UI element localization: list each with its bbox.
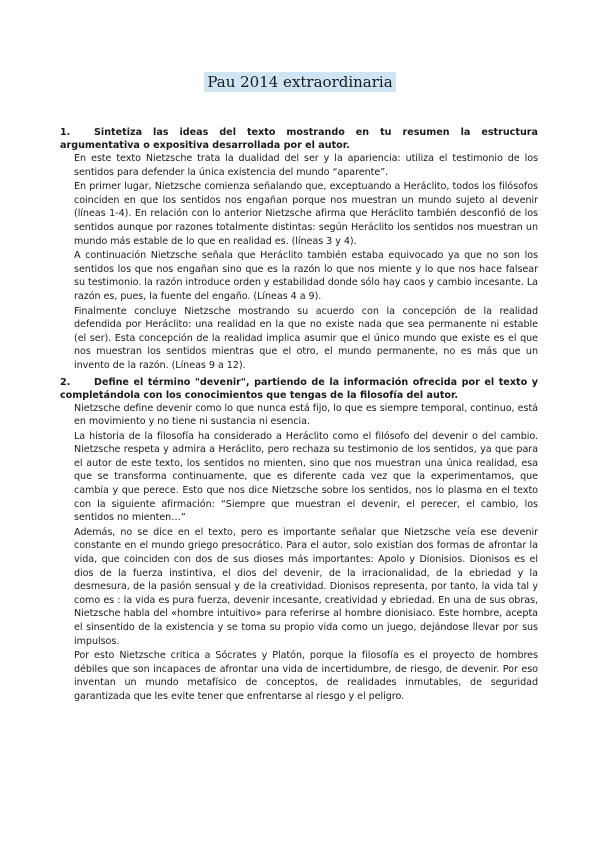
question-1 <box>60 126 538 373</box>
question-2 <box>60 376 538 704</box>
question-text: Define el término "devenir", partiendo de la información ofrecida por el texto y completándola con los conocimientos que tengas de la filosofía del autor. <box>60 376 538 401</box>
answer-paragraph: Por esto Nietzsche critica a Sócrates y Platón, porque la filosofía es el proyecto de hombres débiles que son incapaces de afrontar una vida de incertidumbre, de riesgo, de devenir. Por eso inventan un mundo metafísico de conceptos, de realidades inmutables, de seguridad garantizada que les evite tener que enfrentarse al riesgo y el peligro. <box>74 650 538 702</box>
question-number: 2. <box>60 376 71 388</box>
title-container <box>0 72 600 92</box>
question-text: Sintetiza las ideas del texto mostrando en tu resumen la estructura argumentativa o expositiva desarrollada por el autor. <box>60 127 538 151</box>
question-heading <box>60 126 538 152</box>
answer-paragraph: Además, no se dice en el texto, pero es importante señalar que Nietzsche veía ese devenir constante en el mundo griego presocrático. Para el autor, solo existían dos formas de afrontar la vida, que coinciden con dos de sus dioses más importantes: Apolo y Dionisios. Dionisos es el dios de la fuerza instintiva, el dios del devenir, de la irracionalidad, de la ebriedad y la desmesura, de la pasión sensual y de la creatividad. Dionisos representa, por tanto, la vida tal y como es : la vida es pura fuerza, devenir incesante, creatividad y ebriedad. En una de sus obras, Nietzsche habla del «hombre intuitivo» para referirse al hombre dionisiaco. Este hombre, acepta el sinsentido de la existencia y se toma su propio vida como un juego, dejándose llevar por sus impulsos. <box>74 526 538 647</box>
question-heading <box>60 376 538 402</box>
answer-paragraph: La historia de la filosofía ha considerado a Heráclito como el filósofo del devenir o del cambio. Nietzsche respeta y admira a Heráclito, pero rechaza su testimonio de los sentidos, ya que para el autor de este texto, los sentidos no mienten, sino que nos muestran una única realidad, esa que se transforma continuamente, que es diferente cada vez que la experimentamos, que cambia y que perece. Esto que nos dice Nietzsche sobre los sentidos, nos lo plasma en el texto con la siguiente afirmación: “Siempre que muestran el devenir, el perecer, el cambio, los sentidos no mienten…” <box>74 430 538 524</box>
document-body <box>60 126 538 705</box>
answer-paragraph: Nietzsche define devenir como lo que nunca está fijo, lo que es siempre temporal, continuo, está en movimiento y no tiene ni sustancia ni esencia. <box>74 402 538 428</box>
answer-paragraph: En este texto Nietzsche trata la dualidad del ser y la apariencia: utiliza el testimonio de los sentidos para defender la única existencia del mundo “aparente”. <box>74 153 538 178</box>
document-title: Pau 2014 extraordinaria <box>204 72 395 92</box>
answer-paragraph: Finalmente concluye Nietzsche mostrando su acuerdo con la concepción de la realidad defendida por Heráclito: una realidad en la que no existe nada que sea permanente ni estable (el ser). Esta concepción de la realidad implica asumir que el único mundo que existe es el que nos muestran los sentidos mientras que el otro, el mundo permanente, no es más que un invento de la razón. (Líneas 9 a 12). <box>74 305 538 371</box>
answer-paragraph: A continuación Nietzsche señala que Heráclito también estaba equivocado ya que no son los sentidos los que nos engañan sino que es la razón lo que nos miente y lo que nos hace falsear su testimonio. la razón introduce orden y estabilidad donde sólo hay caos y cambio incesante. La razón es, pues, la fuente del engaño. (Líneas 4 a 9). <box>74 250 538 302</box>
answer-paragraph: En primer lugar, Nietzsche comienza señalando que, exceptuando a Heráclito, todos los filósofos coinciden en que los sentidos nos engañan porque nos muestran un mundo sujeto al devenir (líneas 1-4). En relación con lo anterior Nietzsche afirma que Heráclito también desconfió de los sentidos aunque por razones totalmente distintas: según Heráclito los sentidos nos muestran un mundo más estable de lo que en realidad es. (líneas 3 y 4). <box>74 181 538 247</box>
question-number: 1. <box>60 127 71 138</box>
